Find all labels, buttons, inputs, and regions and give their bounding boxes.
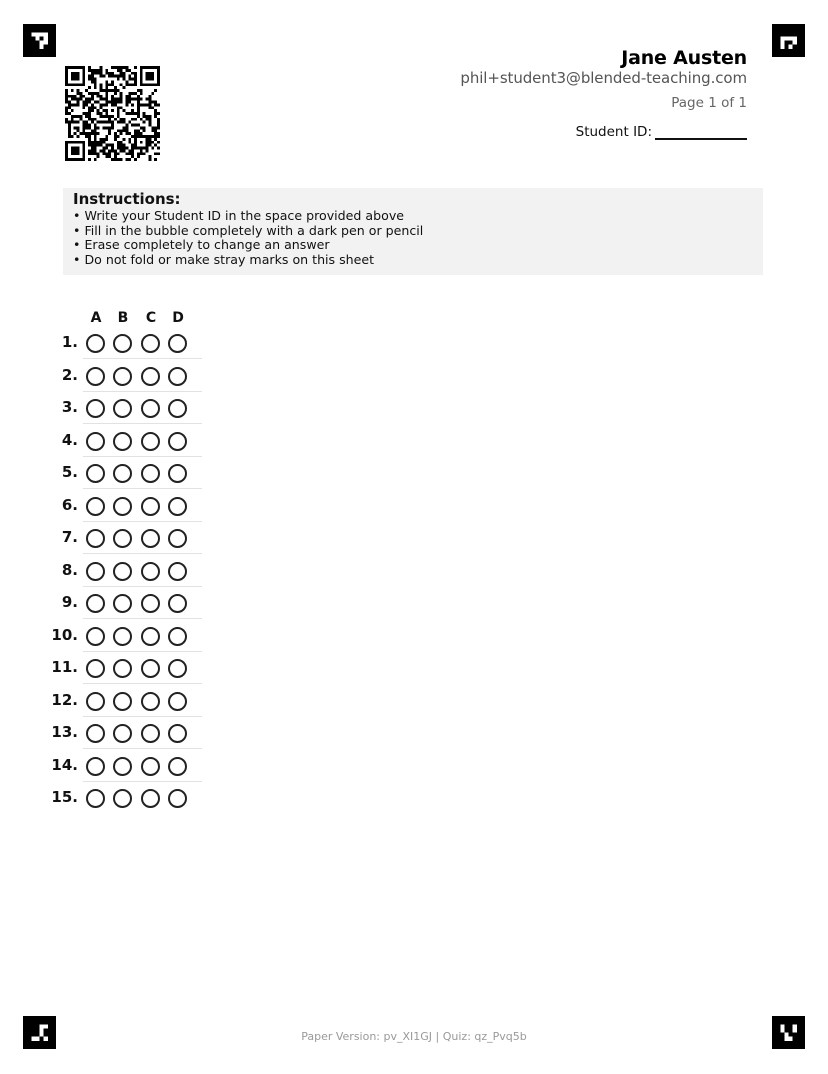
answer-bubble-c[interactable] xyxy=(141,399,160,418)
answer-bubble-d[interactable] xyxy=(168,757,187,776)
question-row xyxy=(40,392,210,425)
question-number: 9. xyxy=(61,593,78,611)
answer-bubble-c[interactable] xyxy=(141,757,160,776)
answer-bubble-c[interactable] xyxy=(141,692,160,711)
answer-bubble-d[interactable] xyxy=(168,594,187,613)
student-id-label: Student ID: xyxy=(575,124,652,140)
answer-bubble-b[interactable] xyxy=(113,529,132,548)
question-row xyxy=(40,750,210,783)
question-number: 6. xyxy=(61,495,78,514)
student-id-row xyxy=(576,124,747,140)
answer-bubble-a[interactable] xyxy=(86,399,105,418)
question-row xyxy=(40,522,210,555)
answer-bubble-d[interactable] xyxy=(168,529,187,548)
student-name: Jane Austen xyxy=(621,47,747,69)
answer-bubble-c[interactable] xyxy=(141,497,160,516)
question-row xyxy=(40,620,210,653)
question-row xyxy=(40,782,210,815)
answer-bubble-b[interactable] xyxy=(113,789,132,808)
question-row xyxy=(40,425,210,458)
answer-bubble-b[interactable] xyxy=(113,464,132,483)
answer-bubble-c[interactable] xyxy=(141,789,160,808)
answer-bubble-b[interactable] xyxy=(113,334,132,353)
question-row xyxy=(40,555,210,588)
question-row xyxy=(40,457,210,490)
instruction-item: • Fill in the bubble completely with a dark pen or pencil xyxy=(73,224,753,239)
instruction-item: • Write your Student ID in the space provided above xyxy=(73,209,753,224)
fiducial-marker-top-left xyxy=(23,24,56,57)
answer-bubble-d[interactable] xyxy=(168,497,187,516)
answer-bubble-d[interactable] xyxy=(168,562,187,581)
answer-bubble-a[interactable] xyxy=(86,724,105,743)
question-number: 10. xyxy=(51,625,78,644)
question-row xyxy=(40,587,210,620)
choice-header-b: B xyxy=(117,310,129,326)
instructions-box xyxy=(63,188,763,275)
answer-bubble-c[interactable] xyxy=(141,464,160,483)
choice-header-c: C xyxy=(145,310,157,326)
answer-bubble-a[interactable] xyxy=(86,497,105,516)
instructions-list xyxy=(73,209,753,267)
answer-bubble-a[interactable] xyxy=(86,659,105,678)
answer-bubble-d[interactable] xyxy=(168,367,187,386)
answer-bubble-d[interactable] xyxy=(168,334,187,353)
answer-bubble-c[interactable] xyxy=(141,659,160,678)
answer-bubble-c[interactable] xyxy=(141,334,160,353)
answer-bubble-c[interactable] xyxy=(141,562,160,581)
instructions-title: Instructions: xyxy=(73,190,181,208)
answer-bubble-d[interactable] xyxy=(168,659,187,678)
answer-bubble-c[interactable] xyxy=(141,529,160,548)
answer-bubble-a[interactable] xyxy=(86,432,105,451)
student-id-field[interactable] xyxy=(655,125,747,140)
question-number: 15. xyxy=(51,788,78,806)
question-row xyxy=(40,360,210,393)
paper-version-footer: Paper Version: pv_XI1GJ | Quiz: qz_Pvq5b xyxy=(301,1030,527,1043)
answer-bubble-a[interactable] xyxy=(86,367,105,386)
question-number: 14. xyxy=(51,755,78,774)
answer-bubble-b[interactable] xyxy=(113,594,132,613)
answer-bubble-a[interactable] xyxy=(86,464,105,483)
answer-bubble-a[interactable] xyxy=(86,529,105,548)
question-number: 5. xyxy=(61,463,78,481)
question-row xyxy=(40,685,210,718)
question-number: 8. xyxy=(61,560,78,579)
answer-bubble-d[interactable] xyxy=(168,432,187,451)
answer-bubble-b[interactable] xyxy=(113,627,132,646)
question-row xyxy=(40,327,210,360)
answer-bubble-c[interactable] xyxy=(141,627,160,646)
answer-bubble-d[interactable] xyxy=(168,789,187,808)
question-number: 11. xyxy=(51,658,78,676)
instruction-item: • Erase completely to change an answer xyxy=(73,238,753,253)
answer-bubble-b[interactable] xyxy=(113,399,132,418)
question-number: 12. xyxy=(51,690,78,709)
fiducial-marker-top-right xyxy=(772,24,805,57)
question-row xyxy=(40,717,210,750)
answer-bubble-c[interactable] xyxy=(141,724,160,743)
answer-bubble-d[interactable] xyxy=(168,724,187,743)
question-number: 13. xyxy=(51,723,78,741)
choice-header-a: A xyxy=(90,310,102,326)
answer-bubble-b[interactable] xyxy=(113,497,132,516)
instruction-item: • Do not fold or make stray marks on this sheet xyxy=(73,253,753,268)
question-number: 7. xyxy=(61,528,78,546)
answer-bubble-b[interactable] xyxy=(113,659,132,678)
answer-bubble-c[interactable] xyxy=(141,432,160,451)
answer-bubble-a[interactable] xyxy=(86,594,105,613)
answer-bubble-a[interactable] xyxy=(86,334,105,353)
answer-bubble-a[interactable] xyxy=(86,562,105,581)
answer-bubble-d[interactable] xyxy=(168,464,187,483)
answer-bubble-d[interactable] xyxy=(168,692,187,711)
choice-header-d: D xyxy=(172,310,184,326)
answer-bubble-b[interactable] xyxy=(113,757,132,776)
answer-bubble-d[interactable] xyxy=(168,399,187,418)
page-number: Page 1 of 1 xyxy=(671,95,747,111)
student-header xyxy=(460,46,747,112)
qr-code xyxy=(65,66,160,161)
answer-bubble-b[interactable] xyxy=(113,432,132,451)
answer-bubble-a[interactable] xyxy=(86,692,105,711)
answer-bubble-b[interactable] xyxy=(113,692,132,711)
answer-bubble-c[interactable] xyxy=(141,367,160,386)
answer-bubble-b[interactable] xyxy=(113,367,132,386)
student-email: phil+student3@blended-teaching.com xyxy=(460,69,747,87)
answer-bubble-b[interactable] xyxy=(113,562,132,581)
question-number: 4. xyxy=(61,430,78,449)
question-number: 3. xyxy=(61,398,78,416)
answer-bubble-d[interactable] xyxy=(168,627,187,646)
answer-bubble-b[interactable] xyxy=(113,724,132,743)
question-number: 1. xyxy=(61,333,78,351)
question-row xyxy=(40,652,210,685)
answer-bubble-a[interactable] xyxy=(86,627,105,646)
answer-bubble-c[interactable] xyxy=(141,594,160,613)
answer-bubble-a[interactable] xyxy=(86,789,105,808)
answer-bubble-a[interactable] xyxy=(86,757,105,776)
question-row xyxy=(40,490,210,523)
question-number: 2. xyxy=(61,365,78,384)
